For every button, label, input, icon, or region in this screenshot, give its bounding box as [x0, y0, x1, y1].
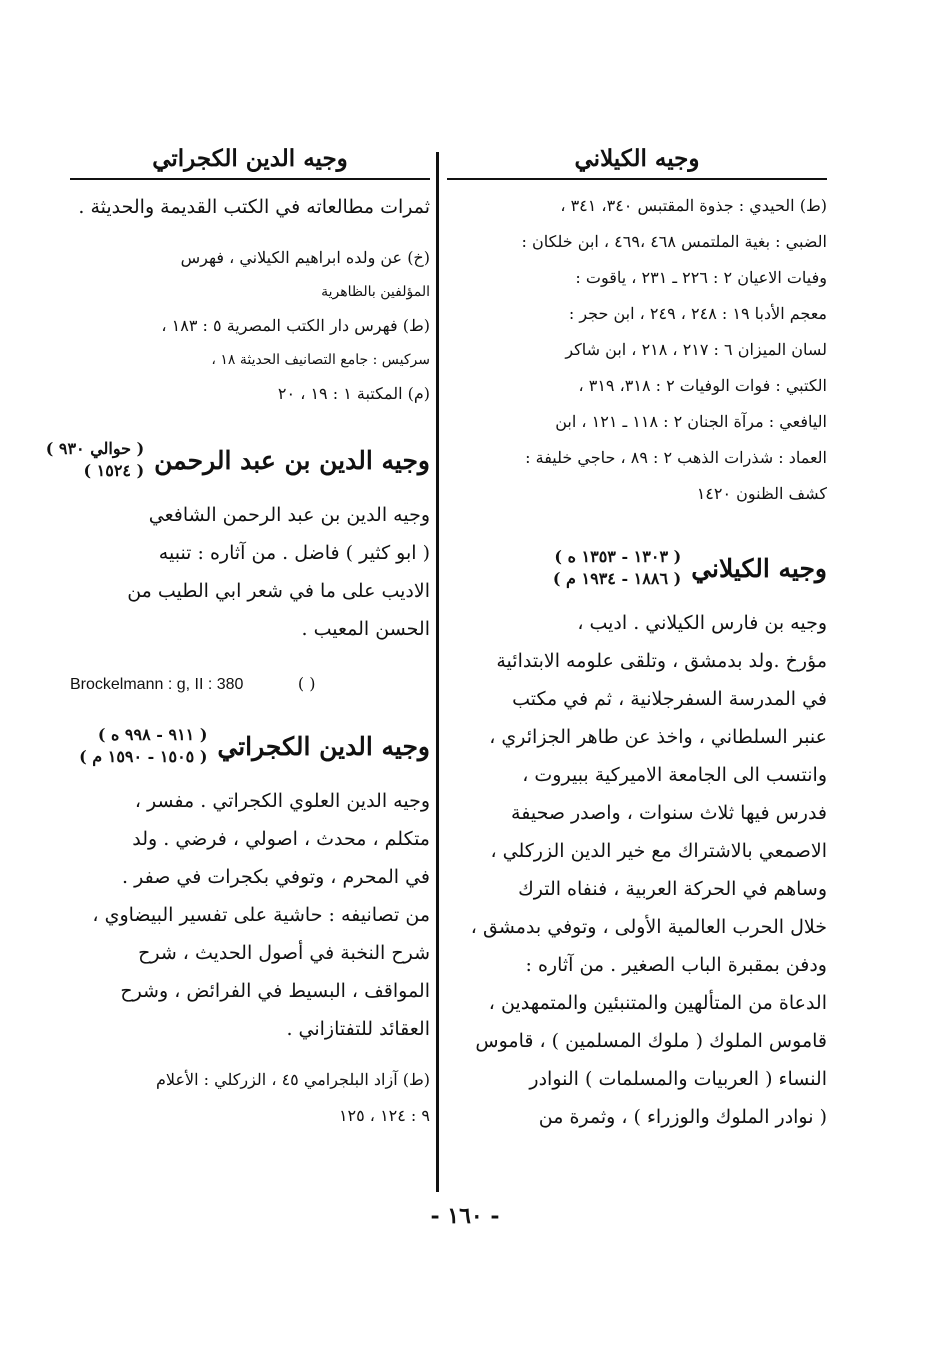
source-line: سركيس : جامع التصانيف الحديثة ١٨ ، [211, 352, 430, 368]
right-column-header: وجيه الكيلاني [447, 140, 827, 180]
body-line: المواقف ، البسيط في الفرائض ، وشرح [120, 980, 430, 1002]
right-column [447, 140, 827, 1136]
entry-title: وجيه الدين بن عبد الرحمن [154, 445, 430, 475]
body-line: الاصمعي بالاشتراك مع خير الدين الزركلي ، [490, 840, 827, 862]
entry-dates [46, 438, 144, 482]
hijri-dates: ( ١٣٠٣ - ١٣٥٣ ه ) [554, 547, 682, 566]
source-line: لسان الميزان ٦ : ٢١٧ ، ٢١٨ ، ابن شاكر [565, 340, 827, 359]
body-line: وجيه الدين بن عبد الرحمن الشافعي [148, 504, 430, 526]
entry-body [70, 496, 430, 648]
column-divider [436, 152, 439, 1192]
reference-text: Brockelmann : g, II : 380 [70, 676, 244, 693]
body-line: ( نوادر الملوك والوزراء ) ، وثمرة من [538, 1106, 827, 1128]
page-number: - ١٦٠ - [430, 1203, 500, 1229]
source-line: كشف الظنون ١٤٢٠ [696, 484, 827, 503]
gregorian-dates: ( ١٥٢٤ ) [83, 461, 145, 480]
source-line: الضبي : بغية الملتمس ٤٦٨ ،٤٦٩ ، ابن خلكان : [521, 232, 827, 251]
entry-title: وجيه الكيلاني [691, 553, 827, 583]
body-line: من تصانيفه : حاشية على تفسير البيضاوي ، [92, 904, 430, 926]
body-line: خلال الحرب العالمية الأولى ، وتوفي بدمشق ، [470, 916, 827, 938]
source-line: (ط) آزاد البلجرامي ٤٥ ، الزركلي : الأعلام [155, 1070, 430, 1089]
source-line: العماد : شذرات الذهب ٢ : ٨٩ ، حاجي خليفة : [525, 448, 827, 467]
left-column [45, 140, 430, 1134]
entry-dates [79, 724, 207, 768]
gregorian-dates: ( ١٨٨٦ - ١٩٣٤ م ) [552, 569, 682, 588]
body-line: مؤرخ .ولد بدمشق ، وتلقى علومه الابتدائية [496, 650, 827, 672]
source-line: المؤلفين بالظاهرية [321, 284, 430, 300]
source-line: اليافعي : مرآة الجنان ٢ : ١١٨ ـ ١٢١ ، ابن [555, 412, 827, 431]
source-line: (خ) عن ولده ابراهيم الكيلاني ، فهرس [180, 248, 430, 267]
source-line: وفيات الاعيان ٢ : ٢٢٦ ـ ٢٣١ ، ياقوت : [575, 268, 827, 287]
body-line: وجيه بن فارس الكيلاني . اديب ، [577, 612, 827, 634]
source-line: معجم الأدبا ١٩ : ٢٤٨ ، ٢٤٩ ، ابن حجر : [568, 304, 827, 323]
body-line: في المدرسة السفرجلانية ، ثم في مكتب [512, 688, 827, 710]
body-line: النساء ( العربيات والمسلمات ) النوادر [529, 1068, 827, 1090]
hijri-dates: ( ٩١١ - ٩٩٨ ه ) [97, 725, 208, 744]
body-line: وجيه الدين العلوي الكجراتي . مفسر ، [134, 790, 430, 812]
hijri-dates: ( حوالي ٩٣٠ ) [45, 439, 145, 458]
body-line: الدعاة من المتألهين والمتنبئين والمتمهدين ، [488, 992, 827, 1014]
body-line: شرح النخبة في أصول الحديث ، شرح [138, 942, 430, 964]
body-line: وانتسب الى الجامعة الاميركية ببيروت ، [522, 764, 827, 786]
source-line: الكتبي : فوات الوفيات ٢ : ٣١٨، ٣١٩ ، [578, 376, 827, 395]
body-line: عنبر السلطاني ، واخذ عن طاهر الجزائري ، [489, 726, 827, 748]
body-line: الاديب على ما في شعر ابي الطيب من [127, 580, 430, 602]
source-line: (ط) الحيدي : جذوة المقتبس ٣٤٠، ٣٤١ ، [560, 196, 827, 215]
body-line: العقائد للتفتازاني . [286, 1018, 430, 1040]
left-column-header: وجيه الدين الكجراتي [70, 140, 430, 180]
body-line: متكلم ، محدث ، اصولي ، فرضي . ولد [132, 828, 430, 850]
body-line: قاموس الملوك ( ملوك المسلمين ) ، قاموس [475, 1030, 827, 1052]
entry-title: وجيه الدين الكجراتي [217, 731, 430, 761]
reference-line [70, 662, 430, 706]
entry-body [447, 604, 827, 1136]
continuation-line: ثمرات مطالعاته في الكتب القديمة والحديثة . [78, 196, 430, 218]
body-line: في المحرم ، وتوفي بكجرات في صفر . [122, 866, 430, 888]
entry-dates [553, 546, 681, 590]
right-sources [447, 188, 827, 512]
entry-heading [70, 724, 430, 768]
body-line: فدرس فيها ثلاث سنوات ، واصدر صحيفة [511, 802, 827, 824]
body-line: الحسن المعيب . [301, 618, 430, 640]
entry-body [70, 782, 430, 1048]
entry-heading [45, 438, 430, 482]
source-line: ٩ : ١٢٤ ، ١٢٥ [338, 1106, 430, 1125]
reference-paren: ( ) [297, 674, 316, 693]
source-line: (م) المكتبة ١ : ١٩ ، ٢٠ [277, 384, 430, 403]
body-line: ( ابو كثير ) فاضل . من آثاره : تنبيه [158, 542, 430, 564]
source-line: (ط) فهرس دار الكتب المصرية ٥ : ١٨٣ ، [161, 316, 430, 335]
gregorian-dates: ( ١٥٠٥ - ١٥٩٠ م ) [79, 747, 208, 766]
body-line: ودفن بمقبرة الباب الصغير . من آثاره : [525, 954, 827, 976]
body-line: وساهم في الحركة العربية ، فنفاه الترك [518, 878, 827, 900]
entry-heading [447, 546, 827, 590]
